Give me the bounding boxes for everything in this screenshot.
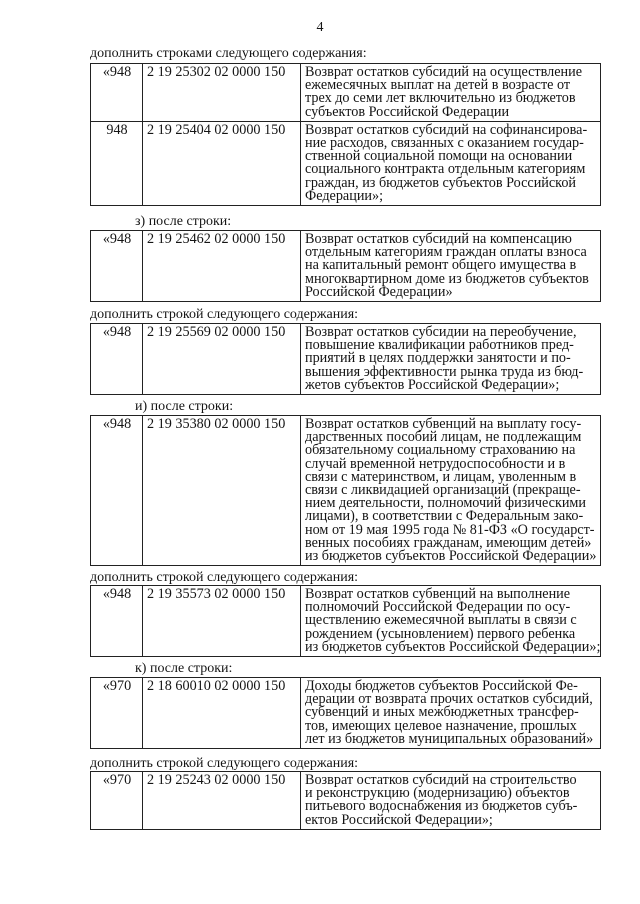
description-line: Возврат остатков субсидий на софинансирова-: [305, 121, 588, 138]
description-line: Российской Федерации»: [305, 283, 453, 300]
codes-table-3: [90, 323, 601, 395]
intro-after-row-i: и) после строки:: [135, 399, 234, 414]
description-line: питьевого водоснабжения из бюджетов субъ-: [305, 798, 578, 815]
codes-table-6: [90, 677, 601, 749]
table-row: [91, 231, 601, 302]
description-line: Возврат остатков субсидии на переобучение,: [305, 324, 577, 340]
description-line: отдельным категориям граждан оплаты взноса: [305, 244, 587, 261]
kbk-code-cell: 2 19 35380 02 0000 150: [143, 416, 301, 566]
admin-code-cell: «948: [91, 586, 143, 657]
description-line: трех до семи лет включительно из бюджетов: [305, 90, 576, 107]
codes-table-4: [90, 415, 601, 566]
description-cell: [301, 586, 601, 657]
codes-table-1: [90, 63, 601, 206]
description-line: ном от 19 мая 1995 года № 81-ФЗ «О государст-: [305, 521, 595, 538]
description-line: ежемесячных выплат на детей в возрасте от: [305, 77, 571, 94]
description-line: ществлению ежемесячной выплаты в связи с: [305, 612, 577, 629]
description-line: на капитальный ремонт общего имущества в: [305, 257, 577, 274]
description-cell: [301, 64, 601, 122]
intro-add-row: дополнить строкой следующего содержания:: [90, 307, 359, 322]
description-line: полномочий Российской Федерации по осу-: [305, 599, 571, 616]
description-line: Возврат остатков субсидий на компенсацию: [305, 231, 572, 247]
description-line: ние расходов, связанных с оказанием государ-: [305, 135, 584, 152]
table-row: [91, 324, 601, 395]
description-line: лицами), в соответствии с Федеральным зако-: [305, 508, 584, 525]
table-row: [91, 772, 601, 830]
description-line: Возврат остатков субсидий на осуществление: [305, 64, 582, 80]
description-line: тов, имеющих целевое назначение, прошлых: [305, 717, 577, 734]
kbk-code-cell: 2 19 25302 02 0000 150: [143, 64, 301, 122]
description-line: приятий в целях поддержки занятости и по-: [305, 350, 571, 367]
description-line: граждан, из бюджетов субъектов Российской: [305, 174, 577, 191]
kbk-code-cell: 2 19 25569 02 0000 150: [143, 324, 301, 395]
description-line: из бюджетов субъектов Российской Федерации»: [305, 548, 597, 565]
kbk-code-cell: 2 19 35573 02 0000 150: [143, 586, 301, 657]
description-line: Возврат остатков субсидий на строительство: [305, 772, 577, 788]
kbk-code-cell: 2 19 25404 02 0000 150: [143, 121, 301, 205]
description-line: Федерации»;: [305, 187, 384, 204]
page-number: 4: [316, 20, 324, 35]
admin-code-cell: «948: [91, 231, 143, 302]
table-row: [91, 121, 601, 205]
admin-code-cell: «970: [91, 678, 143, 749]
description-line: Возврат остатков субвенций на выполнение: [305, 586, 571, 602]
codes-table-7: [90, 771, 601, 830]
intro-add-row: дополнить строкой следующего содержания:: [90, 570, 359, 585]
kbk-code-cell: 2 18 60010 02 0000 150: [143, 678, 301, 749]
description-line: из бюджетов субъектов Российской Федерации»;: [305, 638, 601, 655]
description-cell: [301, 416, 601, 566]
codes-table-2: [90, 230, 601, 302]
description-line: рождением (усыновлением) первого ребенка: [305, 625, 576, 642]
description-cell: [301, 324, 601, 395]
description-line: ектов Российской Федерации»;: [305, 811, 493, 828]
description-line: многоквартирном доме из бюджетов субъектов: [305, 270, 589, 287]
table-row: [91, 64, 601, 122]
description-line: нием деятельности, полномочий физическими: [305, 495, 587, 512]
description-line: повышение квалификации работников пред-: [305, 337, 574, 354]
table-row: [91, 586, 601, 657]
description-line: связи с ликвидацией организаций (прекраще-: [305, 482, 581, 499]
description-cell: [301, 772, 601, 830]
admin-code-cell: «948: [91, 416, 143, 566]
description-line: обязательному социальному страхованию на: [305, 442, 576, 459]
description-line: дерации от возврата прочих остатков субсидий,: [305, 691, 593, 708]
description-line: Доходы бюджетов субъектов Российской Фе-: [305, 678, 578, 694]
description-line: дарственных пособий лицам, не подлежащим: [305, 429, 582, 446]
intro-after-row-k: к) после строки:: [135, 661, 233, 676]
description-line: ственной социальной помощи на основании: [305, 148, 573, 165]
description-line: связи с материнством, и лицам, уволенным в: [305, 468, 577, 485]
description-line: венных пособиях гражданам, имеющим детей»: [305, 534, 592, 551]
description-line: жетов субъектов Российской Федерации»;: [305, 376, 560, 393]
table-row: [91, 416, 601, 566]
description-line: субвенций и иных межбюджетных трансфер-: [305, 704, 579, 721]
description-line: случай временной нетрудоспособности и в: [305, 455, 566, 472]
description-line: вышения эффективности рынка труда из бюд-: [305, 363, 584, 380]
description-cell: [301, 231, 601, 302]
admin-code-cell: «948: [91, 64, 143, 122]
description-cell: [301, 121, 601, 205]
description-line: и реконструкцию (модернизацию) объектов: [305, 785, 570, 802]
codes-table-5: [90, 585, 601, 657]
description-line: Возврат остатков субвенций на выплату госу-: [305, 416, 582, 432]
description-line: субъектов Российской Федерации: [305, 103, 510, 120]
kbk-code-cell: 2 19 25243 02 0000 150: [143, 772, 301, 830]
admin-code-cell: «970: [91, 772, 143, 830]
description-line: лет из бюджетов муниципальных образований»: [305, 730, 594, 747]
intro-add-rows: дополнить строками следующего содержания:: [90, 46, 367, 61]
kbk-code-cell: 2 19 25462 02 0000 150: [143, 231, 301, 302]
intro-after-row-z: з) после строки:: [135, 214, 232, 229]
intro-add-row: дополнить строкой следующего содержания:: [90, 756, 359, 771]
description-line: социального контракта отдельным категориям: [305, 161, 586, 178]
admin-code-cell: «948: [91, 324, 143, 395]
description-cell: [301, 678, 601, 749]
admin-code-cell: 948: [91, 121, 143, 205]
table-row: [91, 678, 601, 749]
